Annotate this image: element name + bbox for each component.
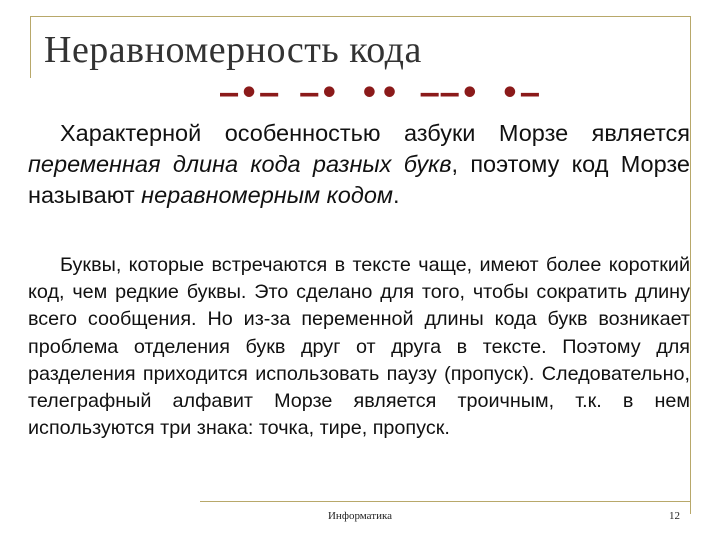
paragraph-1 — [28, 118, 690, 211]
paragraph-1-text-a: Характерной особенностью азбуки Морзе является — [60, 120, 690, 146]
frame-line-top — [30, 16, 690, 17]
footer-subject: Информатика — [327, 510, 393, 522]
frame-line-bottom — [200, 501, 690, 502]
frame-line-left — [30, 16, 31, 78]
paragraph-1-emphasis-b: неравномерным кодом — [141, 182, 393, 208]
paragraph-1-emphasis-a: переменная длина кода разных букв — [28, 151, 452, 177]
slide-title: Неравномерность кода — [44, 29, 422, 71]
morse-code-line: –•– –• •• ––• •– — [220, 76, 541, 111]
paragraph-1-text-c: . — [393, 182, 400, 208]
paragraph-1-text-b: , поэтому код Морзе называют — [28, 151, 690, 208]
page-number: 12 — [669, 510, 680, 522]
paragraph-2: Буквы, которые встречаются в тексте чаще, имеют более короткий код, чем редкие буквы. Это сделано для того, чтобы сократить длину всего сообщения. Но из-за переменной длины кода букв возникает проблема отделения букв друг от друга в тексте. Поэтому для разделения приходится использовать паузу (пропуск). Следовательно, телеграфный алфавит Морзе является троичным, т.к. в нем используются три знака: точка, тире, пропуск. — [28, 254, 690, 440]
frame-line-right — [690, 16, 691, 514]
